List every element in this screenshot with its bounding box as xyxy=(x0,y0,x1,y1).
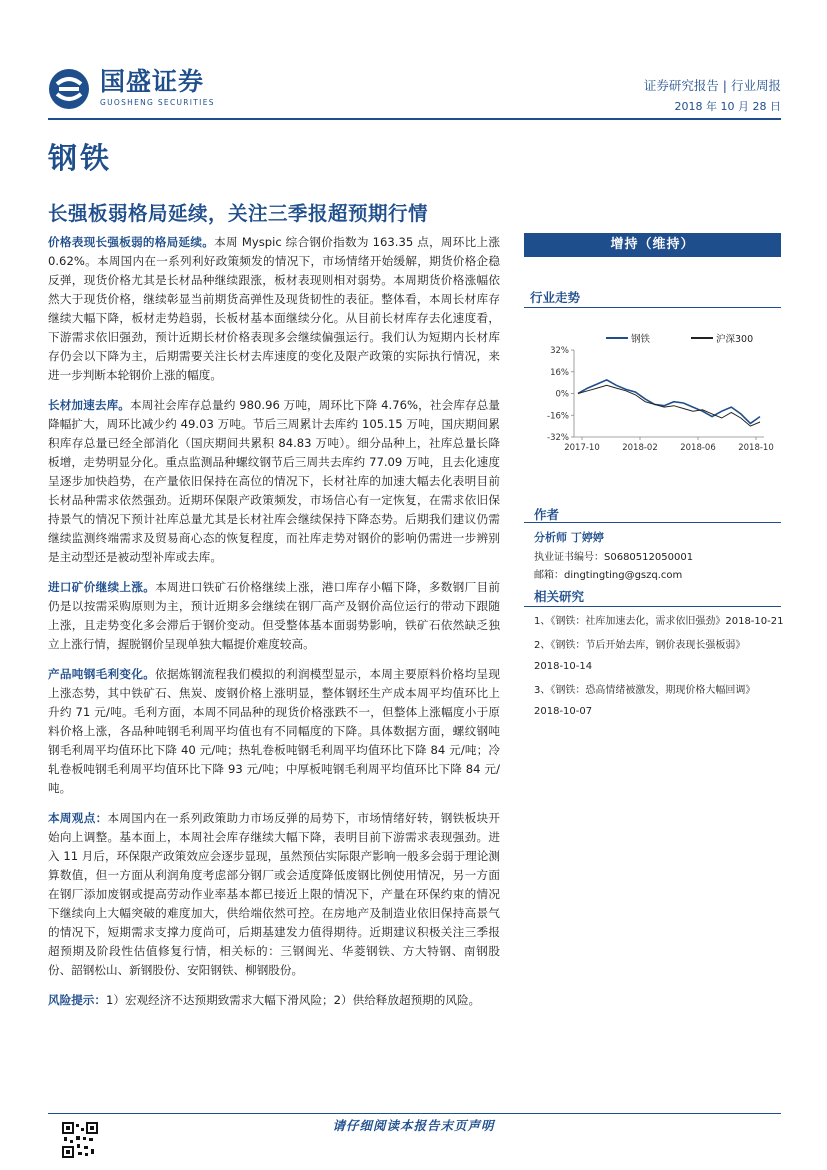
paragraph-text: 1）宏观经济不达预期致需求大幅下滑风险；2）供给释放超预期的风险。 xyxy=(105,993,481,1007)
paragraph-price xyxy=(48,233,500,385)
rating-badge: 增持（维持） xyxy=(524,233,781,257)
footer-divider xyxy=(48,1113,781,1114)
report-body xyxy=(48,233,500,1021)
y-tick-label: -16% xyxy=(547,411,569,422)
y-tick-label: 0% xyxy=(555,389,569,400)
related-item[interactable]: 2、《钢铁：节后开始去库，钢价表现长强板弱》 xyxy=(534,640,746,651)
paragraph-lead: 本周观点： xyxy=(48,811,108,825)
related-item[interactable]: 3、《钢铁：恐高情绪被激发，期现价格大幅回调》 xyxy=(534,685,756,696)
paragraph-text: 本周社会库存总量约 980.96 万吨，周环比下降 4.76%，社会库存总量降幅扩大，周环比减少约 49.03 万吨。节后三周累计去库约 105.15 万吨，国庆期间累积库存总量已经全部消化（国庆期间共累积 84.83 万吨）。细分品种上，社库总量长降板增，走势明显分化。重点监测品种螺纹钢节后三周共去库约 77.09 万吨，且去化速度呈逐步加快趋势，在产量依旧保持在高位的情况下，长材社库的加速大幅去化表明目前长材品种需求依然强劲。近期环保限产政策频发，市场信心有一定恢复，在需求依旧保持景气的情况下预计社库总量尤其是长材社库会继续保持下降态势。后期我们建议仍需继续监测终端需求及贸易商心态的恢复程度，而社库走势对钢价的影响仍需进一步辨别是主动型还是被动型补库或去库。 xyxy=(48,398,500,564)
y-tick-label: 16% xyxy=(550,367,569,378)
company-name-en: GUOSHENG SECURITIES xyxy=(100,98,215,107)
author-section-title: 作者 xyxy=(534,507,560,522)
paragraph-margin xyxy=(48,665,500,798)
paragraph-text: 依据炼钢流程我们模拟的利润模型显示，本周主要原料价格均呈现上涨态势，其中铁矿石、焦炭、废钢价格上涨明显，整体钢坯生产成本周平均值环比上升约 71 元/吨。毛利方面，本周不同品种的现货价格涨跌不一，但整体上涨幅度小于原料价格上涨，各品种吨钢毛利周平均值也有不同幅度的下降。具体数据方面，螺纹钢吨钢毛利周平均值环比下降 40 元/吨；热轧卷板吨钢毛利周平均值环比下降 84 元/吨；冷轧卷板吨钢毛利周平均值环比下降 93 元/吨；中厚板吨钢毛利周平均值环比下降 84 元/吨。 xyxy=(48,667,500,795)
x-tick-label: 2018-02 xyxy=(622,443,658,453)
y-tick-label: -32% xyxy=(547,433,569,443)
legend-label: 沪深300 xyxy=(716,334,754,345)
analyst-email: 邮箱：dingtingting@gszq.com xyxy=(534,570,683,581)
author-section-divider xyxy=(524,522,781,523)
paragraph-text: 本周国内在一系列政策助力市场反弹的局势下，市场情绪好转，钢铁板块开始向上调整。基本面上，本周社会库存继续大幅下降，表明目前下游需求表现强劲。进入 11 月后，环保限产政策效应会逐步显现，虽然预估实际限产影响一般多会弱于理论测算数值，但一方面从利润角度考虑部分钢厂或会适度降低废钢比例使用情况，另一方面在钢厂添加废钢或提高劳动作业率基本都已接近上限的情况下，产量在环保约束的情况下继续向上大幅突破的难度加大，供给端依然可控。在房地产及制造业依旧保持高景气的情况下，短期需求支撑力度尚可，后期基建发力值得期待。近期建议积极关注三季报超预期及阶段性估值修复行情，相关标的：三钢闽光、华菱钢铁、方大特钢、南钢股份、韶钢松山、新钢股份、安阳钢铁、柳钢股份。 xyxy=(48,811,500,977)
related-list xyxy=(534,612,784,726)
paragraph-lead: 产品吨钢毛利变化。 xyxy=(48,667,156,681)
header-divider xyxy=(48,118,781,120)
paragraph-lead: 风险提示： xyxy=(48,993,106,1007)
paragraph-text: 本周 Myspic 综合钢价指数为 163.35 点，周环比上涨 0.62%。本周国内在一系列利好政策频发的情况下，市场情绪开始缓解，期货价格企稳反弹，现货价格尤其是长材品种继续跟涨，板材表现则相对弱势。本周期货价格涨幅依然大于现货价格，继续彰显当前期货高弹性及现货韧性的表征。整体看，本周长材库存继续大幅下降，板材走势趋弱，长板材基本面继续分化。从目前长材库存去化速度看，下游需求依旧强劲，预计近期长材价格表现多会继续偏强运行。我们认为短期内长材库存仍会以下降为主，后期需要关注长材去库速度的变化及限产政策的实际执行情况，来进一步判断本轮钢价上涨的幅度。 xyxy=(48,235,500,382)
paragraph-view xyxy=(48,809,500,980)
paragraph-lead: 长材加速去库。 xyxy=(48,398,131,412)
related-item-date: 2018-10-07 xyxy=(534,706,593,717)
footer-disclaimer: 请仔细阅读本报告末页声明 xyxy=(332,1118,495,1133)
series-line-hs300 xyxy=(578,385,760,426)
trend-section-divider xyxy=(524,307,781,308)
analyst-name: 分析师 丁婷婷 xyxy=(534,531,604,544)
paragraph-ore xyxy=(48,578,500,654)
x-tick-label: 2017-10 xyxy=(564,443,600,453)
x-tick-label: 2018-10 xyxy=(738,443,774,453)
related-item-date: 2018-10-14 xyxy=(534,661,593,672)
series-line-steel xyxy=(578,380,760,424)
paragraph-lead: 进口矿价继续上涨。 xyxy=(48,580,156,594)
related-item[interactable]: 1、《钢铁：社库加速去化，需求依旧强劲》2018-10-21 xyxy=(534,616,784,627)
report-date: 2018 年 10 月 28 日 xyxy=(674,100,781,113)
report-type: 证券研究报告 | 行业周报 xyxy=(643,78,781,93)
company-logo-icon xyxy=(48,68,90,110)
trend-chart xyxy=(524,322,781,462)
trend-section-title: 行业走势 xyxy=(530,290,581,305)
report-headline: 长强板弱格局延续，关注三季报超预期行情 xyxy=(48,202,429,225)
analyst-cert: 执业证书编号：S0680512050001 xyxy=(534,552,694,563)
y-tick-label: 32% xyxy=(550,346,569,356)
x-tick-label: 2018-06 xyxy=(680,443,716,453)
sector-title: 钢铁 xyxy=(48,141,113,175)
related-section-divider xyxy=(524,606,781,607)
company-name-cn: 国盛证券 xyxy=(100,67,205,96)
related-section-title: 相关研究 xyxy=(534,589,585,604)
paragraph-inventory xyxy=(48,396,500,567)
legend-label: 钢铁 xyxy=(631,334,651,345)
paragraph-risk xyxy=(48,991,500,1010)
paragraph-lead: 价格表现长强板弱的格局延续。 xyxy=(48,235,215,249)
paragraph-text: 本周进口铁矿石价格继续上涨，港口库存小幅下降，多数钢厂目前仍是以按需采购原则为主，预计近期多会继续在钢厂高产及钢价高位运行的带动下跟随上涨，且走势变化多会滞后于钢价变动。但受整体基本面弱势影响，铁矿石依然缺乏独立上涨行情，握脱钢价呈现单独大幅提价难度较高。 xyxy=(48,580,500,651)
qr-code-icon xyxy=(62,1122,98,1158)
